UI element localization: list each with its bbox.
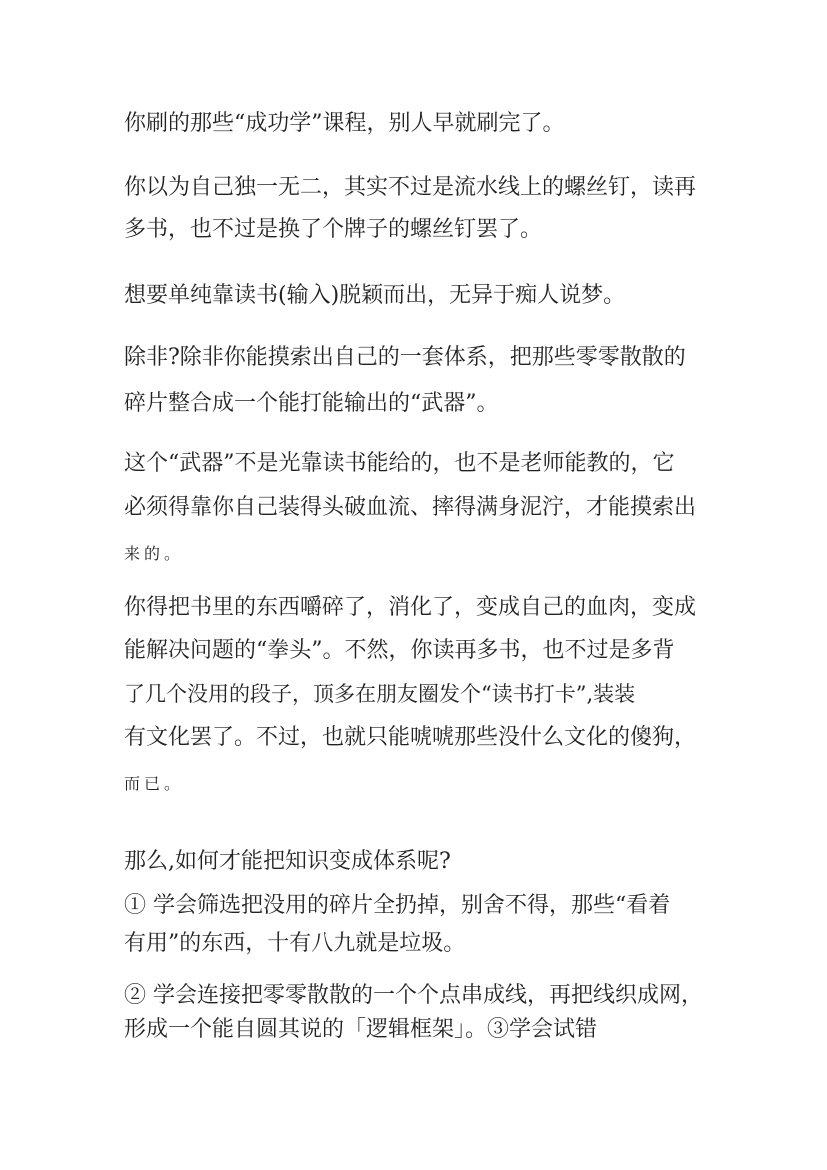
text-line: 想要单纯靠读书(输入)脱颖而出，无异于痴人说梦。 <box>124 283 626 308</box>
text-line: 除非?除非你能摸索出自己的一套体系，把那些零零散散的 <box>124 345 686 370</box>
text-line: ① 学会筛选把没用的碎片全扔掉，别舍不得，那些“看着 <box>124 893 671 918</box>
text-line: 必须得靠你自己装得头破血流、摔得满身泥泞，才能摸索出 <box>124 495 697 520</box>
text-line: 形成一个能自圆其说的「逻辑框架」。③学会试错 <box>124 1017 598 1042</box>
text-line: 来的。 <box>124 544 185 563</box>
text-line: 你得把书里的东西嚼碎了，消化了，变成自己的血肉，变成 <box>124 595 697 620</box>
text-line: 而已。 <box>124 774 185 793</box>
text-line: ② 学会连接把零零散散的一个个点串成线，再把线织成网， <box>124 983 703 1008</box>
text-line: 你以为自己独一无二，其实不过是流水线上的螺丝钉，读再 <box>124 175 697 200</box>
text-line: 了几个没用的段子，顶多在朋友圈发个“读书打卡”,装装 <box>124 682 636 706</box>
text-line: 碎片整合成一个能打能输出的“武器”。 <box>124 391 499 416</box>
text-line: 那么,如何才能把知识变成体系呢? <box>124 849 451 874</box>
text-line: 有文化罢了。不过，也就只能唬唬那些没什么文化的傻狗， <box>124 725 697 750</box>
text-line: 有用”的东西，十有八九就是垃圾。 <box>124 931 466 956</box>
text-line: 这个“武器”不是光靠读书能给的，也不是老师能教的，它 <box>124 451 675 476</box>
text-line: 多书，也不过是换了个牌子的螺丝钉罢了。 <box>124 217 543 242</box>
text-line: 能解决问题的“拳头”。不然，你读再多书，也不过是多背 <box>124 638 675 663</box>
text-line: 你刷的那些“成功学”课程，别人早就刷完了。 <box>124 111 565 136</box>
